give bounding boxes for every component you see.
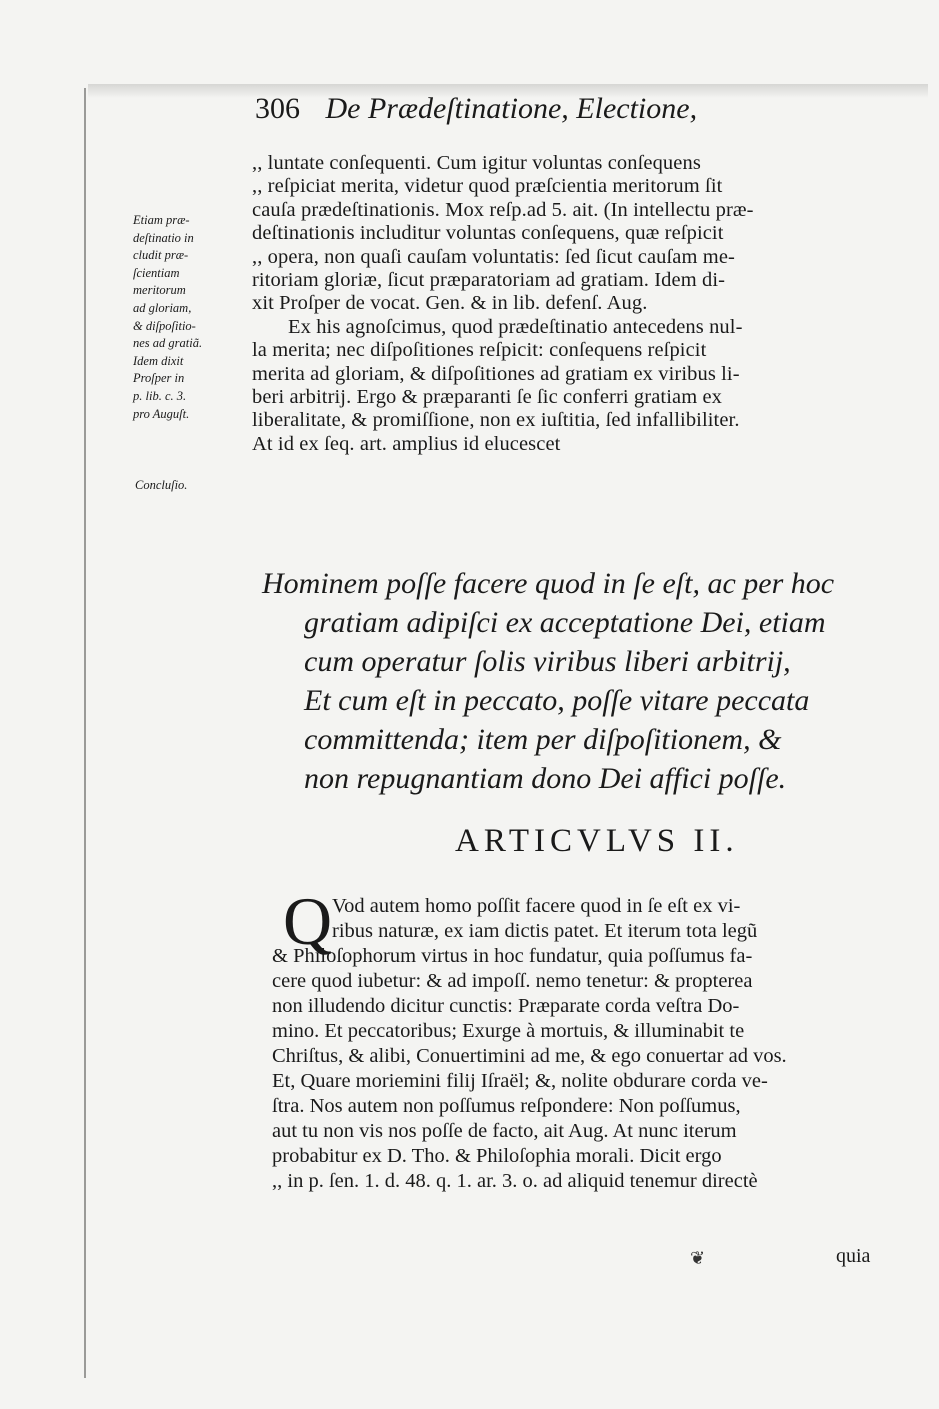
- page-binding-edge: [84, 88, 86, 1378]
- paragraph-line: ſtra. Nos autem non poſſumus reſpondere: Non poſſumus,: [272, 1095, 741, 1117]
- article-paragraph: [272, 894, 892, 1194]
- margin-note-conclusio: Concluſio.: [135, 478, 188, 492]
- paragraph-line: probabitur ex D. Tho. & Philoſophia morali. Dicit ergo: [272, 1145, 722, 1167]
- running-title: De Prædeſtinatione, Electione,: [325, 92, 698, 125]
- margin-note-line: & diſpoſitio-: [133, 318, 196, 333]
- paragraph-line: Vod autem homo poſſit facere quod in ſe eſt ex vi-: [332, 895, 741, 917]
- margin-note-line: Proſper in: [133, 371, 185, 386]
- paragraph-line: ,, in p. ſen. 1. d. 48. q. 1. ar. 3. o. ad aliquid tenemur directè: [272, 1170, 758, 1192]
- margin-note-line: pro Auguſt.: [133, 406, 190, 421]
- paragraph-line: cere quod iubetur: & ad impoſſ. nemo tenetur: & propterea: [272, 970, 753, 992]
- margin-note-line: ſcientiam: [133, 265, 180, 280]
- thesis-line: cum operatur ſolis viribus liberi arbitrij,: [304, 645, 791, 678]
- body-line: beri arbitrij. Ergo & præparanti ſe ſic conferri gratiam ex: [252, 385, 723, 408]
- page-number: 306: [255, 92, 300, 125]
- paragraph-line: aut tu non vis nos poſſe de facto, ait Aug. At nunc iterum: [272, 1120, 737, 1142]
- article-heading: ARTICVLVS II.: [455, 823, 739, 859]
- margin-note-line: deſtinatio in: [133, 230, 194, 245]
- paragraph-line: non illudendo dicitur cunctis: Præparate corda veſtra Do-: [272, 995, 740, 1017]
- body-line: merita ad gloriam, & diſpoſitiones ad gratiam ex viribus li-: [252, 362, 740, 385]
- body-line: cauſa prædeſtinationis. Mox reſp.ad 5. ait. (In intellectu præ-: [252, 198, 754, 221]
- body-line: la merita; nec diſpoſitiones reſpicit: conſequens reſpicit: [252, 339, 707, 362]
- margin-note-line: p. lib. c. 3.: [133, 388, 187, 403]
- body-line: ,, reſpiciat merita, videtur quod præſcientia meritorum ſit: [252, 175, 723, 198]
- body-line: ritoriam gloriæ, ſicut præparatoriam ad gratiam. Idem di-: [252, 268, 726, 291]
- body-line: Ex his agnoſcimus, quod prædeſtinatio antecedens nul-: [288, 315, 743, 338]
- thesis-statement: [262, 564, 887, 798]
- body-line: xit Proſper de vocat. Gen. & in lib. defenſ. Aug.: [252, 292, 648, 315]
- catchword: quia: [836, 1245, 871, 1267]
- thesis-line: Hominem poſſe facere quod in ſe eſt, ac per hoc: [262, 567, 835, 600]
- thesis-line: Et cum eſt in peccato, poſſe vitare peccata: [304, 684, 810, 717]
- drop-cap-initial: Q: [283, 883, 333, 959]
- paragraph-line: ribus naturæ, ex iam dictis patet. Et iterum tota legũ: [332, 920, 758, 942]
- margin-note-line: ad gloriam,: [133, 300, 192, 315]
- margin-notes: [133, 212, 257, 423]
- margin-note-line: Idem dixit: [133, 353, 184, 368]
- thesis-line: non repugnantiam dono Dei affici poſſe.: [304, 762, 787, 795]
- paragraph-line: & Philoſophorum virtus in hoc fundatur, quia poſſumus fa-: [272, 945, 753, 967]
- margin-note-line: Etiam præ-: [133, 213, 190, 227]
- body-line: ,, opera, non quaſi cauſam voluntatis: ſed ſicut cauſam me-: [252, 245, 735, 268]
- body-line: At id ex ſeq. art. amplius id elucescet: [252, 432, 561, 455]
- margin-note-line: meritorum: [133, 283, 186, 298]
- fleuron-ornament: ❦: [690, 1248, 706, 1269]
- thesis-line: gratiam adipiſci ex acceptatione Dei, etiam: [304, 606, 826, 639]
- thesis-line: committenda; item per diſpoſitionem, &: [304, 723, 782, 756]
- paragraph-line: Et, Quare moriemini filij Iſraël; &, nolite obdurare corda ve-: [272, 1070, 768, 1092]
- margin-note-line: cludit præ-: [133, 248, 189, 263]
- body-line: ,, luntate conſequenti. Cum igitur voluntas conſequens: [252, 152, 701, 174]
- body-text-block: [252, 152, 884, 456]
- margin-note-line: nes ad gratiã.: [133, 336, 203, 351]
- body-line: deſtinationis includitur voluntas conſequens, quæ reſpicit: [252, 222, 724, 245]
- running-header: [255, 92, 895, 148]
- body-line: liberalitate, & promiſſione, non ex iuſtitia, ſed infallibiliter.: [252, 409, 740, 432]
- paragraph-line: mino. Et peccatoribus; Exurge à mortuis, & illuminabit te: [272, 1020, 745, 1042]
- paragraph-line: Chriſtus, & alibi, Conuertimini ad me, & ego conuertar ad vos.: [272, 1045, 787, 1067]
